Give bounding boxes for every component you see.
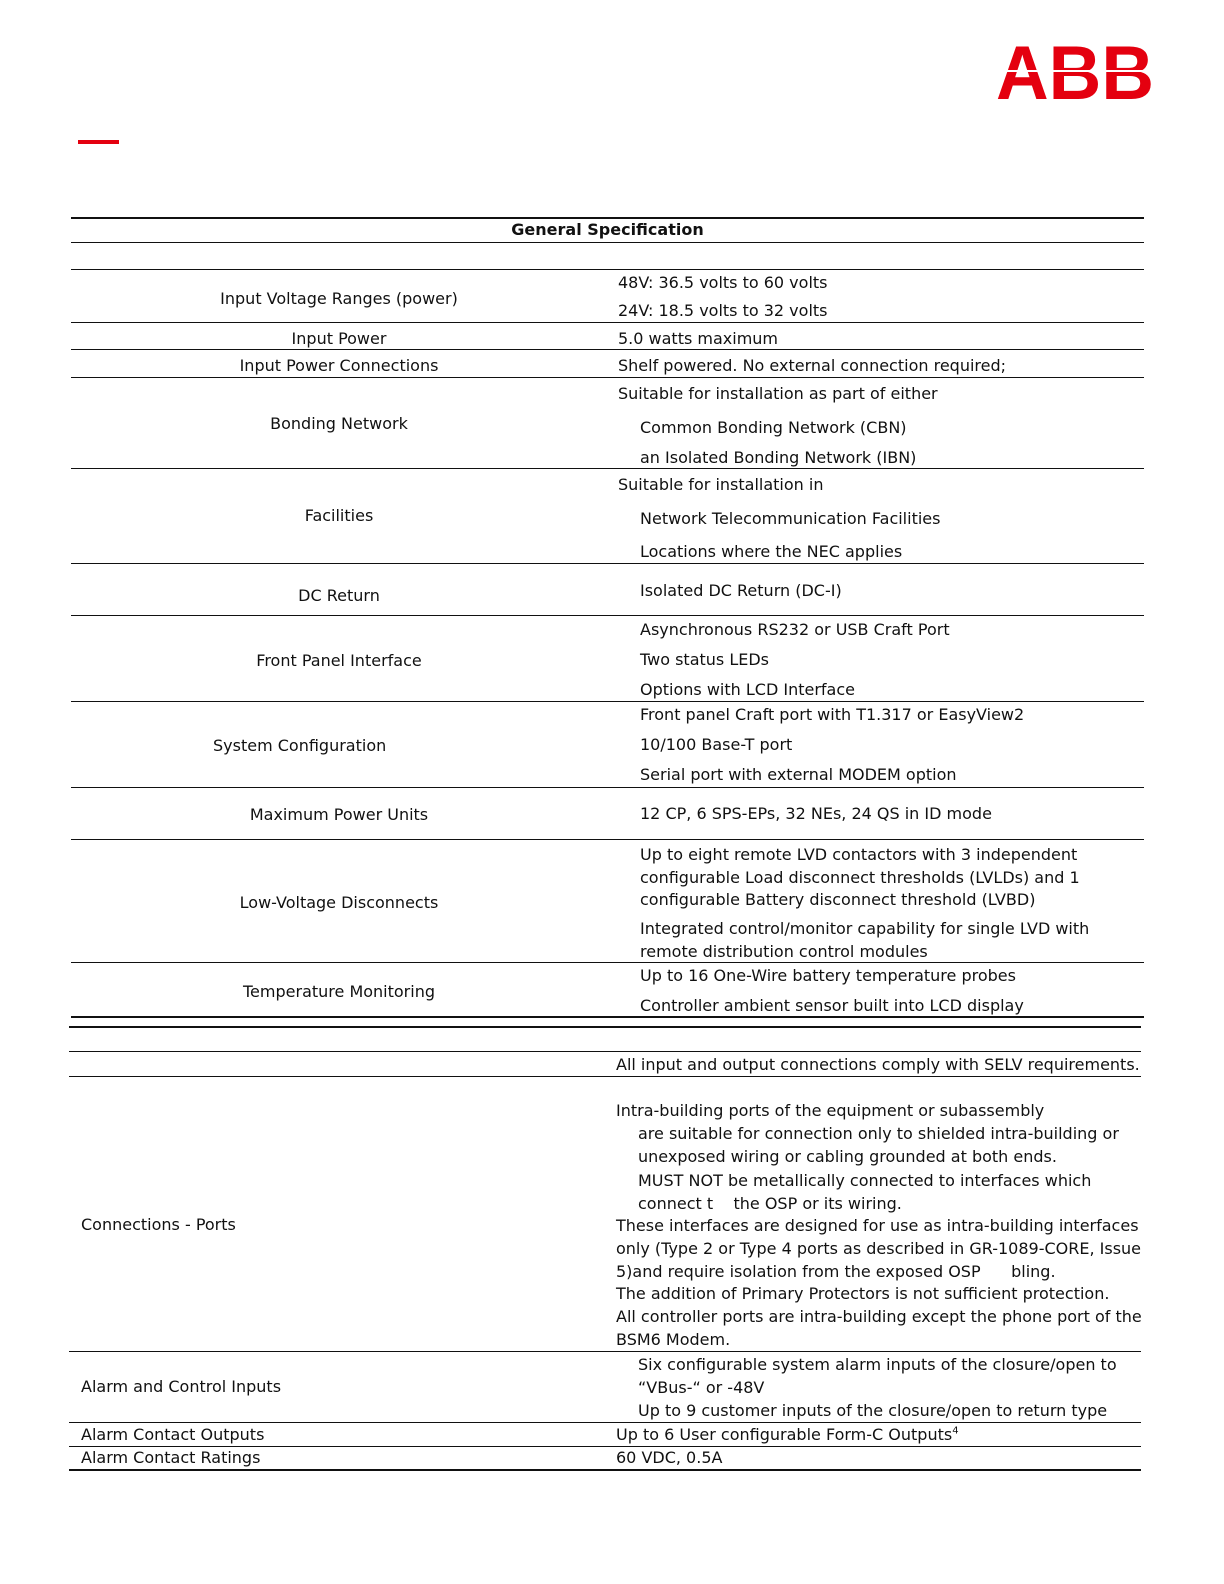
rule (69, 1051, 1141, 1052)
value-bonding-1: Suitable for installation as part of either (618, 384, 938, 403)
value-facilities-2: Network Telecommunication Facilities (640, 509, 941, 528)
value-alarm-contact-ratings: 60 VDC, 0.5A (616, 1448, 723, 1467)
rule (71, 563, 1144, 564)
rule (71, 615, 1144, 616)
value-alarm-contact-outputs (616, 1425, 959, 1445)
row-label-alarm-contact-outputs: Alarm Contact Outputs (81, 1425, 265, 1444)
value-alarm-inputs-1: Six configurable system alarm inputs of the closure/open to (638, 1355, 1117, 1374)
footnote-marker: 4 (952, 1425, 959, 1437)
row-label-input-power-connections: Input Power Connections (239, 356, 439, 375)
value-facilities-1: Suitable for installation in (618, 475, 824, 494)
row-label-alarm-contact-ratings: Alarm Contact Ratings (81, 1448, 261, 1467)
rule (71, 269, 1144, 270)
row-label-bonding-network: Bonding Network (270, 414, 408, 433)
row-label-alarm-control-inputs: Alarm and Control Inputs (81, 1377, 282, 1396)
connections-line-7: only (Type 2 or Type 4 ports as described in GR-1089-CORE, Issue (616, 1239, 1142, 1258)
row-label-dc-return: DC Return (298, 586, 380, 605)
value-facilities-3: Locations where the NEC applies (640, 542, 903, 561)
row-label-input-voltage: Input Voltage Ranges (power) (220, 289, 458, 308)
row-label-max-power-units: Maximum Power Units (249, 805, 429, 824)
general-spec-title: General Specification (511, 220, 704, 239)
value-dc-return: Isolated DC Return (DC-I) (640, 581, 842, 600)
value-input-power-connections: Shelf powered. No external connection required; (618, 356, 1007, 375)
rule (69, 1351, 1141, 1352)
alarm-outputs-text: Up to 6 User configurable Form-C Outputs (616, 1425, 953, 1444)
rule (69, 1076, 1141, 1077)
row-label-low-voltage-disconnects: Low-Voltage Disconnects (239, 893, 439, 912)
rule (69, 1446, 1141, 1447)
row-label-front-panel: Front Panel Interface (256, 651, 422, 670)
row-label-connections-ports: Connections - Ports (81, 1215, 236, 1234)
value-max-power-units: 12 CP, 6 SPS-EPs, 32 NEs, 24 QS in ID mode (640, 804, 992, 823)
red-accent-bar (78, 140, 119, 144)
rule (71, 322, 1144, 323)
value-system-config-3: Serial port with external MODEM option (640, 765, 957, 784)
rule (69, 1026, 1141, 1028)
value-alarm-inputs-3: Up to 9 customer inputs of the closure/open to return type (638, 1401, 1108, 1420)
value-system-config-1: Front panel Craft port with T1.317 or EasyView2 (640, 705, 1025, 724)
connections-line-10: All controller ports are intra-building except the phone port of the (616, 1307, 1142, 1326)
connections-line-11: BSM6 Modem. (616, 1330, 731, 1349)
value-alarm-inputs-2: “VBus-“ or -48V (638, 1378, 765, 1397)
value-bonding-3: an Isolated Bonding Network (IBN) (640, 448, 917, 467)
rule (71, 349, 1144, 350)
rule (71, 962, 1144, 963)
abb-logo (995, 41, 1155, 101)
row-label-input-power: Input Power (291, 329, 387, 348)
row-label-system-configuration: System Configuration (213, 736, 387, 755)
connections-line-8: 5)and require isolation from the exposed OSP bling. (616, 1262, 1056, 1281)
rule (69, 1469, 1141, 1471)
connections-line-9: The addition of Primary Protectors is not sufficient protection. (616, 1284, 1110, 1303)
value-temperature-1: Up to 16 One-Wire battery temperature probes (640, 966, 1016, 985)
connections-line-3: unexposed wiring or cabling grounded at both ends. (638, 1147, 1057, 1166)
svg-text:ABB: ABB (996, 41, 1154, 101)
value-system-config-2: 10/100 Base-T port (640, 735, 793, 754)
value-bonding-2: Common Bonding Network (CBN) (640, 418, 907, 437)
rule (71, 787, 1144, 788)
rule (71, 701, 1144, 702)
rule (71, 377, 1144, 378)
connections-line-6: These interfaces are designed for use as intra-building interfaces (616, 1216, 1139, 1235)
value-selv: All input and output connections comply with SELV requirements. (616, 1055, 1140, 1074)
value-input-power: 5.0 watts maximum (618, 329, 779, 348)
value-input-voltage-24v: 24V: 18.5 volts to 32 volts (618, 301, 828, 320)
rule (69, 1422, 1141, 1423)
row-label-facilities: Facilities (304, 506, 374, 525)
rule (71, 217, 1144, 219)
rule (71, 1016, 1144, 1018)
value-front-panel-2: Two status LEDs (640, 650, 770, 669)
rule (71, 242, 1144, 243)
connections-line-4: MUST NOT be metallically connected to interfaces which (638, 1171, 1092, 1190)
connections-line-1: Intra-building ports of the equipment or subassembly (616, 1101, 1045, 1120)
row-label-temperature-monitoring: Temperature Monitoring (243, 982, 435, 1001)
rule (71, 468, 1144, 469)
value-lvd-2: Integrated control/monitor capability for single LVD with remote distribution control modules (640, 919, 1090, 961)
connections-line-5: connect t the OSP or its wiring. (638, 1194, 902, 1213)
value-front-panel-3: Options with LCD Interface (640, 680, 855, 699)
value-temperature-2: Controller ambient sensor built into LCD display (640, 996, 1024, 1015)
value-front-panel-1: Asynchronous RS232 or USB Craft Port (640, 620, 950, 639)
value-lvd-1: Up to eight remote LVD contactors with 3 independent configurable Load disconnect thresholds (LVLDs) and 1 configurable Battery disconnect threshold (LVBD) (640, 845, 1080, 909)
connections-line-2: are suitable for connection only to shielded intra-building or (638, 1124, 1119, 1143)
rule (71, 839, 1144, 840)
value-input-voltage-48v: 48V: 36.5 volts to 60 volts (618, 273, 828, 292)
